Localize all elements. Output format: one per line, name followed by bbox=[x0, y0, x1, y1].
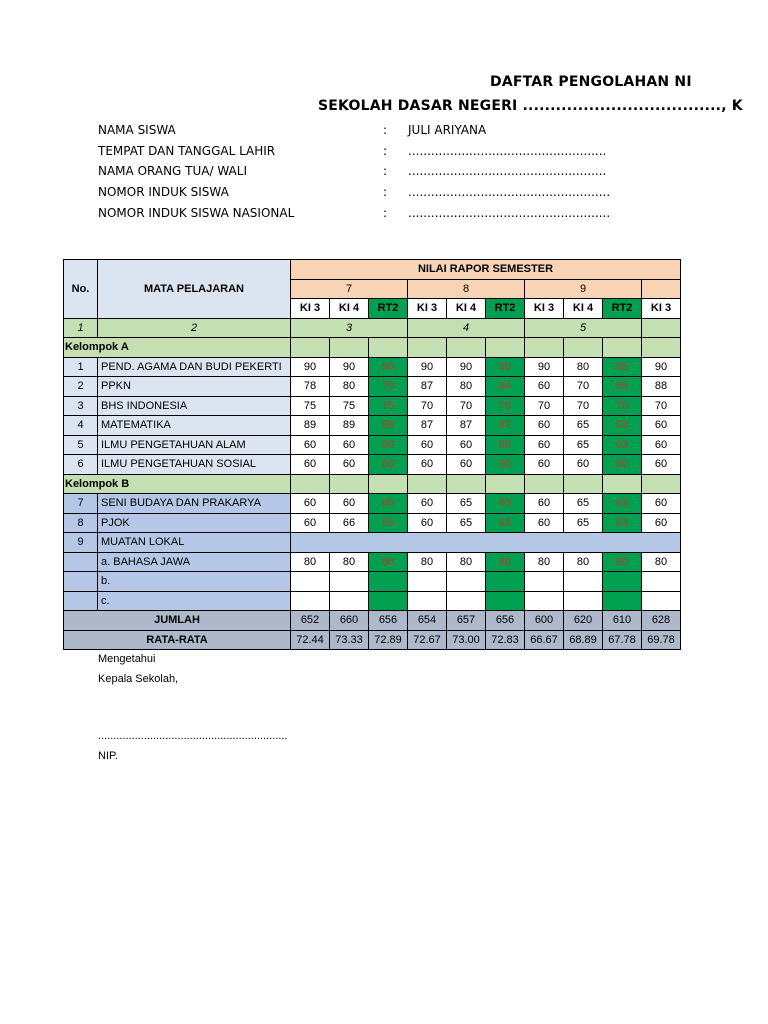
row-number bbox=[64, 591, 98, 611]
grade-value: 89 bbox=[291, 416, 330, 436]
subject-name: ILMU PENGETAHUAN ALAM bbox=[98, 435, 291, 455]
grade-value: 60 bbox=[408, 513, 447, 533]
grade-value: 60 bbox=[447, 455, 486, 475]
rt2-value: 87 bbox=[486, 416, 525, 436]
row-number: 3 bbox=[64, 396, 98, 416]
subject-name: ILMU PENGETAHUAN SOSIAL bbox=[98, 455, 291, 475]
grade-value: 80 bbox=[330, 552, 369, 572]
index-cell: 3 bbox=[291, 318, 408, 338]
total-value: 628 bbox=[642, 611, 681, 631]
info-value: .................................................... bbox=[408, 164, 607, 179]
average-value: 68.89 bbox=[564, 630, 603, 650]
index-cell: 4 bbox=[408, 318, 525, 338]
total-value: 600 bbox=[525, 611, 564, 631]
average-value: 73.33 bbox=[330, 630, 369, 650]
info-colon: : bbox=[383, 123, 388, 137]
grade-value: 88 bbox=[642, 377, 681, 397]
group-fill bbox=[642, 338, 681, 358]
rt2-value: 63 bbox=[603, 416, 642, 436]
info-colon: : bbox=[383, 164, 388, 179]
grade-value: 80 bbox=[642, 552, 681, 572]
column-header: KI 3 bbox=[408, 299, 447, 319]
grade-value bbox=[291, 572, 330, 592]
grade-value: 60 bbox=[525, 416, 564, 436]
grade-value: 87 bbox=[447, 416, 486, 436]
index-cell bbox=[642, 318, 681, 338]
table-row bbox=[64, 435, 720, 455]
rt2-value: 80 bbox=[369, 552, 408, 572]
rt2-value: 89 bbox=[369, 416, 408, 436]
grade-value bbox=[564, 572, 603, 592]
header-row bbox=[64, 260, 720, 280]
group-row bbox=[64, 474, 720, 494]
grade-value bbox=[291, 591, 330, 611]
total-value: 654 bbox=[408, 611, 447, 631]
grade-value bbox=[408, 572, 447, 592]
info-label: NOMOR INDUK SISWA bbox=[98, 185, 229, 200]
row-number: 9 bbox=[64, 533, 98, 553]
column-header: KI 4 bbox=[330, 299, 369, 319]
rt2-value: 90 bbox=[369, 357, 408, 377]
rt2-value: 60 bbox=[369, 494, 408, 514]
average-label: RATA-RATA bbox=[64, 630, 291, 650]
index-row bbox=[64, 318, 720, 338]
average-value: 69.78 bbox=[642, 630, 681, 650]
row-number: 6 bbox=[64, 455, 98, 475]
group-fill bbox=[564, 474, 603, 494]
semester-number: 8 bbox=[408, 279, 525, 299]
signature-line: .............................................................. bbox=[98, 730, 288, 742]
grade-value bbox=[525, 591, 564, 611]
grade-value: 66 bbox=[330, 513, 369, 533]
grade-value: 75 bbox=[330, 396, 369, 416]
table-row bbox=[64, 416, 720, 436]
grade-value: 80 bbox=[330, 377, 369, 397]
group-row bbox=[64, 338, 720, 358]
spacer bbox=[681, 260, 720, 280]
row-number: 8 bbox=[64, 513, 98, 533]
grade-value: 60 bbox=[291, 455, 330, 475]
grades-table bbox=[63, 259, 720, 650]
column-header: KI 3 bbox=[291, 299, 330, 319]
rt2-value: 63 bbox=[486, 513, 525, 533]
column-header: KI 3 bbox=[525, 299, 564, 319]
table-row bbox=[64, 552, 720, 572]
total-value: 656 bbox=[369, 611, 408, 631]
rt2-value: 63 bbox=[486, 494, 525, 514]
rt2-value bbox=[369, 591, 408, 611]
subject-name: PEND. AGAMA DAN BUDI PEKERTI bbox=[98, 357, 291, 377]
grade-value: 60 bbox=[330, 455, 369, 475]
rt2-value: 65 bbox=[603, 377, 642, 397]
subject-name: MUATAN LOKAL bbox=[98, 533, 291, 553]
group-fill bbox=[486, 338, 525, 358]
grade-value bbox=[330, 572, 369, 592]
group-fill bbox=[564, 338, 603, 358]
grade-value: 80 bbox=[564, 357, 603, 377]
row-number: 2 bbox=[64, 377, 98, 397]
index-cell: 2 bbox=[98, 318, 291, 338]
group-fill bbox=[447, 474, 486, 494]
group-fill bbox=[408, 474, 447, 494]
info-label: NAMA SISWA bbox=[98, 123, 176, 137]
grade-value: 70 bbox=[564, 396, 603, 416]
grade-value: 60 bbox=[408, 494, 447, 514]
total-value: 620 bbox=[564, 611, 603, 631]
rt2-value: 75 bbox=[369, 396, 408, 416]
average-value: 72.89 bbox=[369, 630, 408, 650]
semester-number: 9 bbox=[525, 279, 642, 299]
grade-value: 80 bbox=[291, 552, 330, 572]
index-cell: 5 bbox=[525, 318, 642, 338]
rt2-value: 60 bbox=[603, 455, 642, 475]
principal-label: Kepala Sekolah, bbox=[98, 673, 179, 685]
group-fill bbox=[642, 474, 681, 494]
table-row bbox=[64, 591, 720, 611]
average-value: 73.00 bbox=[447, 630, 486, 650]
header-subject: MATA PELAJARAN bbox=[98, 260, 291, 319]
grade-value: 70 bbox=[642, 396, 681, 416]
row-number: 7 bbox=[64, 494, 98, 514]
subject-name: MATEMATIKA bbox=[98, 416, 291, 436]
total-value: 656 bbox=[486, 611, 525, 631]
info-colon: : bbox=[383, 185, 388, 200]
group-fill bbox=[291, 474, 330, 494]
total-row bbox=[64, 611, 720, 631]
grade-value bbox=[525, 572, 564, 592]
column-header: RT2 bbox=[369, 299, 408, 319]
rt2-value: 63 bbox=[369, 513, 408, 533]
rt2-value bbox=[486, 591, 525, 611]
table-row bbox=[64, 455, 720, 475]
semester-number bbox=[642, 279, 681, 299]
row-number bbox=[64, 552, 98, 572]
info-value: ..................................................... bbox=[408, 185, 611, 200]
grade-value: 78 bbox=[291, 377, 330, 397]
grade-value bbox=[642, 591, 681, 611]
info-colon: : bbox=[383, 143, 388, 158]
grade-value: 60 bbox=[642, 455, 681, 475]
group-label: Kelompok A bbox=[64, 338, 291, 358]
rt2-value: 79 bbox=[369, 377, 408, 397]
table-row bbox=[64, 377, 720, 397]
average-value: 67.78 bbox=[603, 630, 642, 650]
row-number: 4 bbox=[64, 416, 98, 436]
grade-value: 87 bbox=[408, 416, 447, 436]
column-header: KI 3 bbox=[642, 299, 681, 319]
row-number: 1 bbox=[64, 357, 98, 377]
acknowledged-label: Mengetahui bbox=[98, 653, 156, 665]
rt2-value: 60 bbox=[369, 455, 408, 475]
grade-value: 60 bbox=[642, 494, 681, 514]
grade-value: 65 bbox=[447, 494, 486, 514]
rt2-value: 60 bbox=[369, 435, 408, 455]
grade-value: 75 bbox=[291, 396, 330, 416]
grade-value: 60 bbox=[525, 494, 564, 514]
table-row bbox=[64, 396, 720, 416]
grade-value: 65 bbox=[447, 513, 486, 533]
average-row bbox=[64, 630, 720, 650]
group-fill bbox=[330, 338, 369, 358]
grade-value: 60 bbox=[447, 435, 486, 455]
subject-name: SENI BUDAYA DAN PRAKARYA bbox=[98, 494, 291, 514]
total-value: 660 bbox=[330, 611, 369, 631]
grade-value: 70 bbox=[408, 396, 447, 416]
info-value: JULI ARIYANA bbox=[408, 123, 487, 137]
column-header: RT2 bbox=[603, 299, 642, 319]
grade-value: 70 bbox=[525, 396, 564, 416]
grade-value: 70 bbox=[564, 377, 603, 397]
grade-value: 90 bbox=[408, 357, 447, 377]
grade-value: 70 bbox=[447, 396, 486, 416]
group-fill bbox=[603, 338, 642, 358]
total-value: 657 bbox=[447, 611, 486, 631]
total-label: JUMLAH bbox=[64, 611, 291, 631]
average-value: 72.67 bbox=[408, 630, 447, 650]
grade-value: 90 bbox=[330, 357, 369, 377]
index-cell: 1 bbox=[64, 318, 98, 338]
group-fill bbox=[408, 338, 447, 358]
rt2-value: 63 bbox=[603, 435, 642, 455]
rt2-value: 85 bbox=[603, 357, 642, 377]
rt2-value: 63 bbox=[603, 513, 642, 533]
grade-value bbox=[330, 591, 369, 611]
grade-value bbox=[447, 591, 486, 611]
muatan-lokal-row bbox=[64, 533, 720, 553]
rt2-value bbox=[486, 572, 525, 592]
subject-name: PPKN bbox=[98, 377, 291, 397]
nip-label: NIP. bbox=[98, 750, 118, 762]
group-fill bbox=[525, 474, 564, 494]
info-label: TEMPAT DAN TANGGAL LAHIR bbox=[98, 143, 276, 158]
rt2-value: 63 bbox=[603, 494, 642, 514]
table-row bbox=[64, 572, 720, 592]
grade-value: 60 bbox=[330, 494, 369, 514]
subject-name: PJOK bbox=[98, 513, 291, 533]
subject-name: c. bbox=[98, 591, 291, 611]
info-value: .................................................... bbox=[408, 143, 607, 158]
info-label: NOMOR INDUK SISWA NASIONAL bbox=[98, 205, 295, 220]
grade-value: 89 bbox=[330, 416, 369, 436]
grade-value: 60 bbox=[642, 513, 681, 533]
row-number bbox=[64, 572, 98, 592]
average-value: 72.44 bbox=[291, 630, 330, 650]
subject-name: a. BAHASA JAWA bbox=[98, 552, 291, 572]
grade-value: 80 bbox=[447, 377, 486, 397]
column-header: RT2 bbox=[486, 299, 525, 319]
grade-value: 60 bbox=[525, 435, 564, 455]
grade-value bbox=[447, 572, 486, 592]
header-semester: NILAI RAPOR SEMESTER bbox=[291, 260, 681, 280]
subject-name: BHS INDONESIA bbox=[98, 396, 291, 416]
grade-value: 80 bbox=[408, 552, 447, 572]
info-colon: : bbox=[383, 205, 388, 220]
grade-value: 60 bbox=[291, 513, 330, 533]
grade-value: 60 bbox=[291, 494, 330, 514]
grade-value: 90 bbox=[525, 357, 564, 377]
grade-value: 60 bbox=[330, 435, 369, 455]
grade-value: 65 bbox=[564, 494, 603, 514]
rt2-value: 90 bbox=[486, 357, 525, 377]
rt2-value: 60 bbox=[486, 435, 525, 455]
average-value: 66.67 bbox=[525, 630, 564, 650]
grade-value: 60 bbox=[525, 377, 564, 397]
table-row bbox=[64, 494, 720, 514]
group-fill bbox=[369, 338, 408, 358]
group-fill bbox=[330, 474, 369, 494]
grade-value: 90 bbox=[291, 357, 330, 377]
grade-value bbox=[642, 572, 681, 592]
rt2-value: 80 bbox=[603, 552, 642, 572]
grade-value: 60 bbox=[642, 416, 681, 436]
table-row bbox=[64, 357, 720, 377]
semester-number: 7 bbox=[291, 279, 408, 299]
grade-value: 87 bbox=[408, 377, 447, 397]
total-value: 610 bbox=[603, 611, 642, 631]
group-fill bbox=[369, 474, 408, 494]
total-value: 652 bbox=[291, 611, 330, 631]
group-fill bbox=[486, 474, 525, 494]
rt2-value: 80 bbox=[486, 552, 525, 572]
column-header: KI 4 bbox=[447, 299, 486, 319]
rt2-value bbox=[369, 572, 408, 592]
subject-name: b. bbox=[98, 572, 291, 592]
group-fill bbox=[603, 474, 642, 494]
grade-value: 65 bbox=[564, 513, 603, 533]
document-title: DAFTAR PENGOLAHAN NI bbox=[490, 74, 692, 90]
group-fill bbox=[447, 338, 486, 358]
grade-value: 90 bbox=[447, 357, 486, 377]
grade-value: 60 bbox=[525, 513, 564, 533]
grade-value bbox=[408, 591, 447, 611]
table-row bbox=[64, 513, 720, 533]
rt2-value bbox=[603, 572, 642, 592]
group-label: Kelompok B bbox=[64, 474, 291, 494]
grade-value: 60 bbox=[408, 455, 447, 475]
grade-value bbox=[564, 591, 603, 611]
grade-value: 90 bbox=[642, 357, 681, 377]
grade-value: 65 bbox=[564, 416, 603, 436]
grade-value: 60 bbox=[525, 455, 564, 475]
grade-value: 65 bbox=[564, 435, 603, 455]
school-name-line: SEKOLAH DASAR NEGERI ...................................., K bbox=[318, 98, 743, 114]
info-value: ..................................................... bbox=[408, 205, 611, 220]
group-fill bbox=[291, 338, 330, 358]
rt2-value: 60 bbox=[486, 455, 525, 475]
group-fill bbox=[291, 533, 681, 553]
rt2-value: 84 bbox=[486, 377, 525, 397]
grade-value: 60 bbox=[291, 435, 330, 455]
rt2-value: 70 bbox=[603, 396, 642, 416]
grade-value: 60 bbox=[564, 455, 603, 475]
grade-value: 80 bbox=[525, 552, 564, 572]
rt2-value bbox=[603, 591, 642, 611]
info-label: NAMA ORANG TUA/ WALI bbox=[98, 164, 247, 179]
grade-value: 60 bbox=[408, 435, 447, 455]
grade-value: 80 bbox=[447, 552, 486, 572]
column-header: KI 4 bbox=[564, 299, 603, 319]
group-fill bbox=[525, 338, 564, 358]
grade-value: 80 bbox=[564, 552, 603, 572]
header-no: No. bbox=[64, 260, 98, 319]
rt2-value: 70 bbox=[486, 396, 525, 416]
row-number: 5 bbox=[64, 435, 98, 455]
grade-value: 60 bbox=[642, 435, 681, 455]
average-value: 72.83 bbox=[486, 630, 525, 650]
